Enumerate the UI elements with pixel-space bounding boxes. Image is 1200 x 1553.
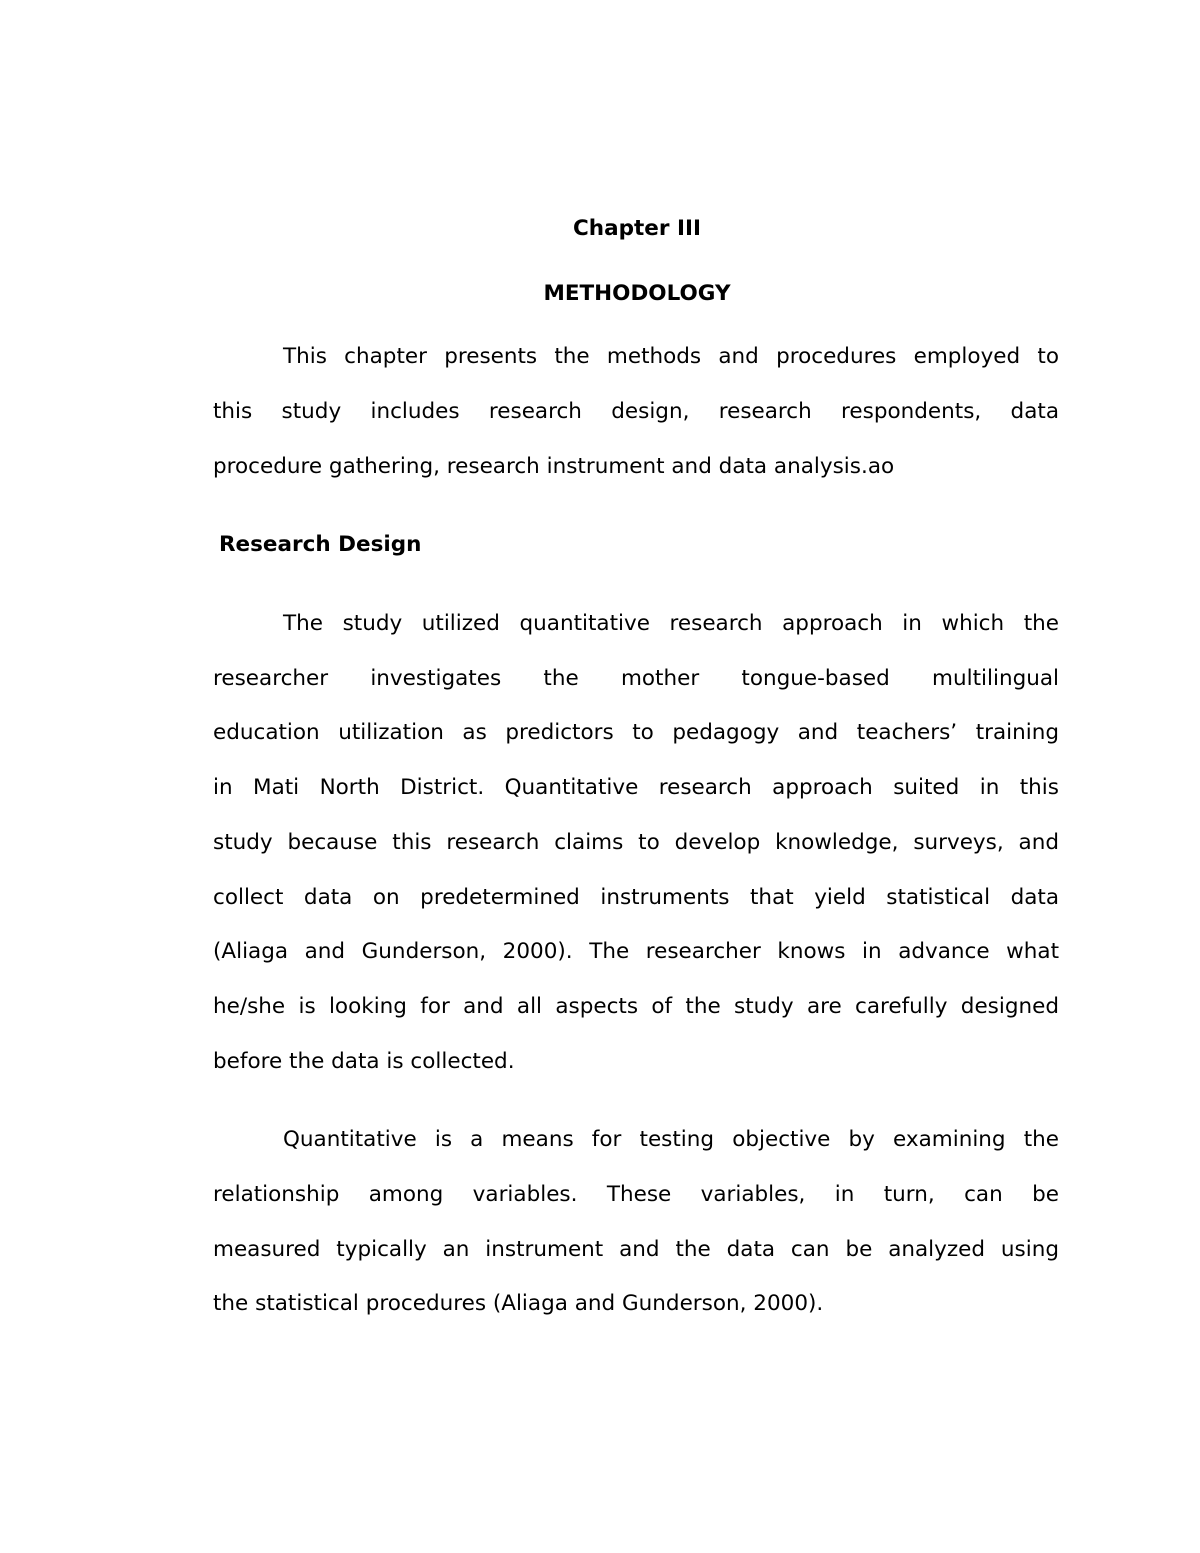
paragraph-line: he/she is looking for and all aspects of the study are carefully designed — [213, 994, 1059, 1019]
paragraph-line: This chapter presents the methods and procedures employed to — [283, 344, 1059, 369]
paragraph-line: (Aliaga and Gunderson, 2000). The researcher knows in advance what — [213, 939, 1059, 964]
paragraph-line: education utilization as predictors to pedagogy and teachers’ training — [213, 720, 1059, 745]
section-heading: Research Design — [219, 532, 422, 557]
paragraph-line: The study utilized quantitative research approach in which the — [283, 611, 1059, 636]
paragraph-line: the statistical procedures (Aliaga and Gunderson, 2000). — [213, 1291, 824, 1316]
paragraph-line: procedure gathering, research instrument and data analysis.ao — [213, 454, 895, 479]
chapter-title: METHODOLOGY — [543, 281, 731, 306]
paragraph-line: researcher investigates the mother tongue-based multilingual — [213, 666, 1059, 691]
paragraph-line: Quantitative is a means for testing objective by examining the — [283, 1127, 1059, 1152]
paragraph-line: relationship among variables. These variables, in turn, can be — [213, 1182, 1059, 1207]
paragraph-line: before the data is collected. — [213, 1049, 515, 1074]
paragraph-line: collect data on predetermined instruments that yield statistical data — [213, 885, 1059, 910]
paragraph-line: study because this research claims to develop knowledge, surveys, and — [213, 830, 1059, 855]
chapter-label: Chapter III — [573, 216, 701, 241]
paragraph-line: measured typically an instrument and the data can be analyzed using — [213, 1237, 1059, 1262]
paragraph-line: this study includes research design, research respondents, data — [213, 399, 1059, 424]
paragraph-line: in Mati North District. Quantitative research approach suited in this — [213, 775, 1059, 800]
